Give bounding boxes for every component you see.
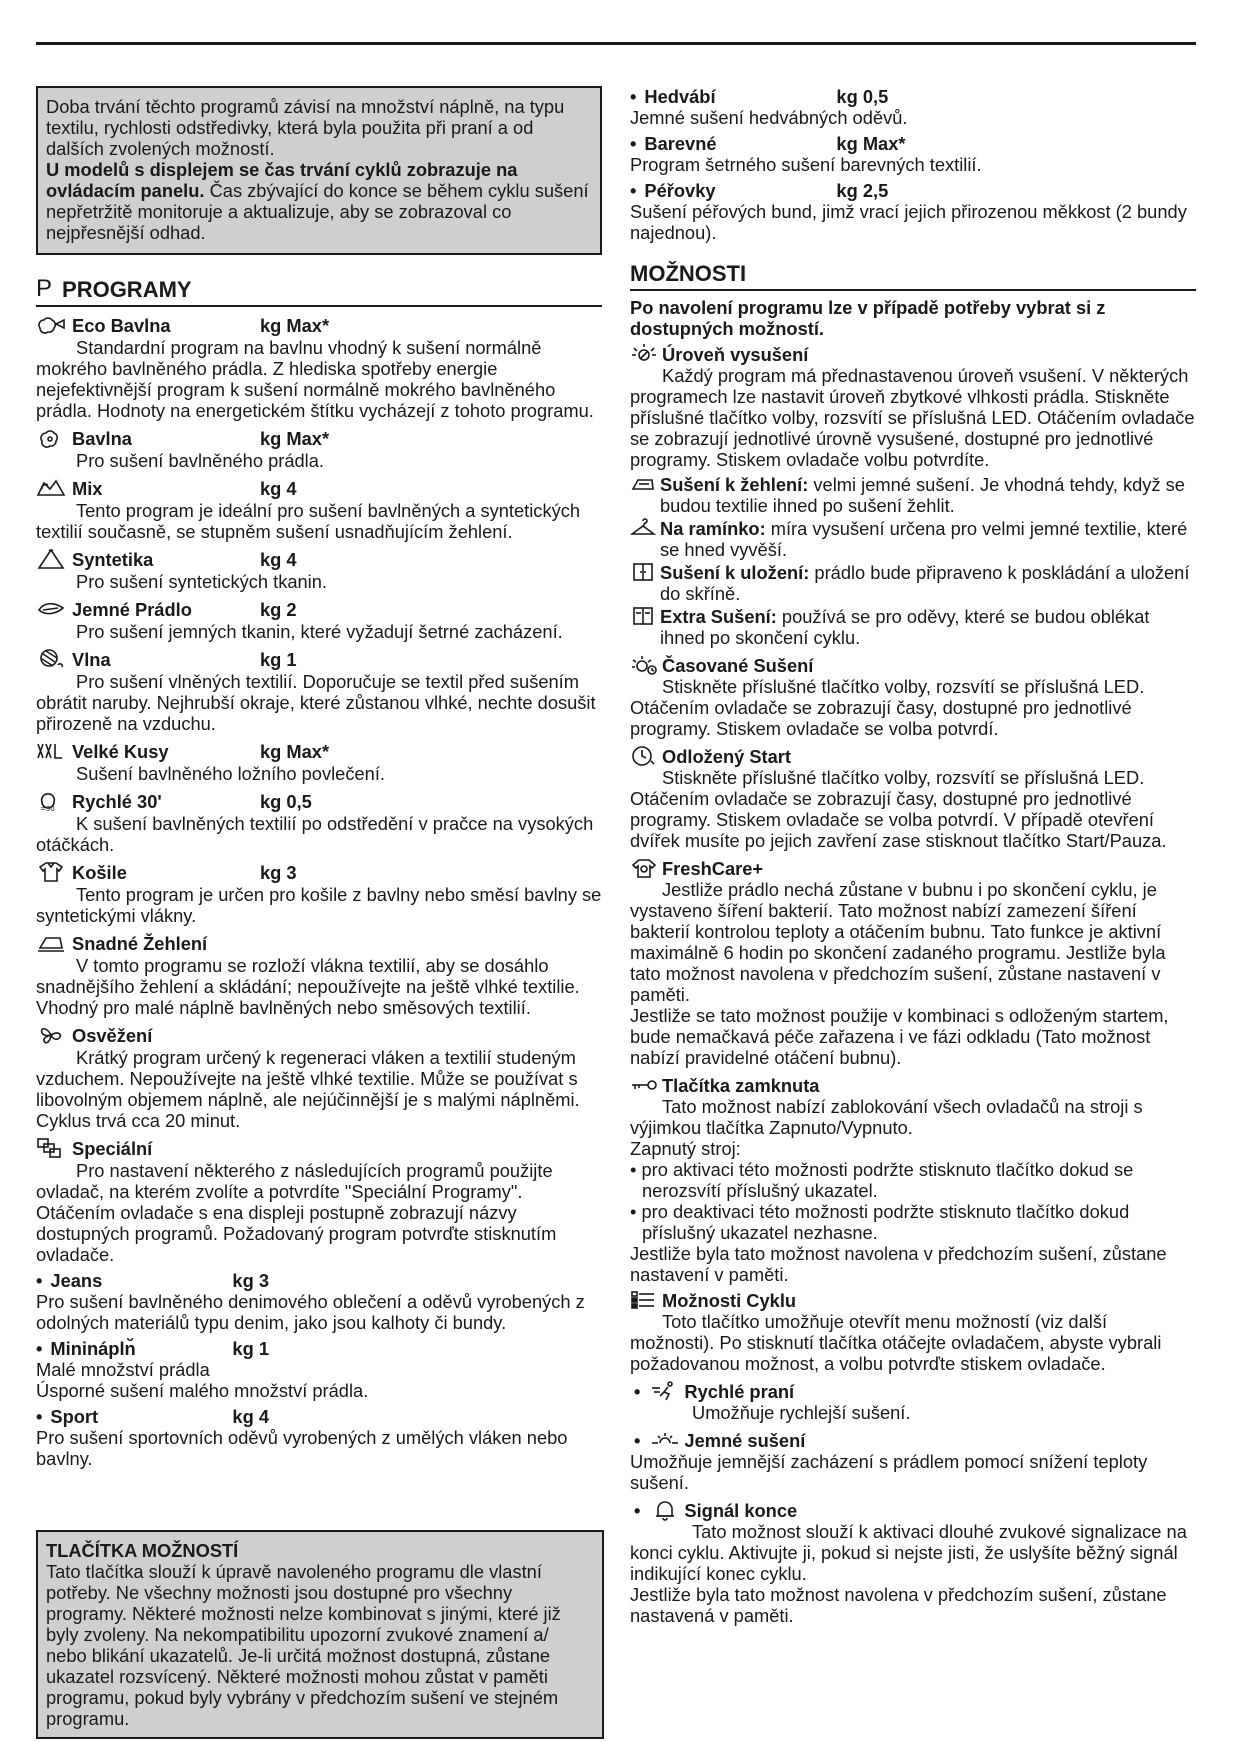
program-desc: Pro sušení bavlněného prádla. <box>76 450 324 471</box>
program-item <box>36 476 602 542</box>
cycle-options-icon <box>630 1289 662 1311</box>
cotton-icon <box>36 426 72 450</box>
duration-info-box <box>36 86 602 255</box>
program-desc: Sušení péřových bund, jimž vrací jejich přirozenou měkkost (2 bundy najednou). <box>630 201 1187 243</box>
top-rule <box>36 42 1196 45</box>
program-load: kg 4 <box>260 548 297 570</box>
key-lock-li2: • pro deaktivaci této možnosti podržte stisknuto tlačítko dokud příslušný ukazatel nezhasne. <box>630 1201 1130 1243</box>
dryness-level <box>630 562 1196 604</box>
dryness-level-label: Sušení k uložení: <box>660 562 810 583</box>
program-name: Košile <box>72 861 127 883</box>
refresh-icon <box>36 1023 72 1047</box>
quick-wash-icon <box>650 1380 684 1402</box>
quick-30-icon <box>36 789 72 813</box>
dryness-level <box>630 606 1196 648</box>
freshcare-icon <box>630 857 662 879</box>
gentle-drying-desc: Umožňuje jemnější zacházení s prádlem pomocí snížení teploty sušení. <box>630 1451 1148 1493</box>
special-program-item: • Barevné kg Max* Program šetrného sušení barevných textilií. <box>630 133 1196 175</box>
program-desc: Malé množství prádla Úsporné sušení malého množství prádla. <box>36 1359 369 1401</box>
quick-wash-title: Rychlé praní <box>684 1380 795 1402</box>
synthetics-icon <box>36 547 72 571</box>
program-load: kg Max* <box>260 314 330 336</box>
program-desc: V tomto programu se rozloží vlákna textilií, aby se dosáhlo snadnějšího žehlení a skládání; nepoužívejte na ještě vlhké textilie. Vhodný pro malé náplně bavlněných nebo směsových textilií. <box>36 955 580 1018</box>
special-program-item: • Mininápln̆ kg 1 Malé množství prádla Úsporné sušení malého množství prádla. <box>36 1338 602 1401</box>
program-name: Syntetika <box>72 548 154 570</box>
delay-start-desc: Stiskněte příslušné tlačítko volby, rozsvítí se příslušná LED. Otáčením ovladače se zobrazují časy, dostupné pro jednotlivé programy. Stiskem ovladače se volba potvrdí. V případě otevření dvířek musíte po jejich zavření zase stisknout tlačítko Start/Pauza. <box>630 767 1167 851</box>
program-load: kg Max* <box>260 740 330 762</box>
program-load: kg 2,5 <box>836 180 889 201</box>
program-desc: Sušení bavlněného ložního povlečení. <box>76 763 385 784</box>
program-item <box>36 597 602 642</box>
end-signal-desc: Tato možnost slouží k aktivaci dlouhé zvukové signalizace na konci cyklu. Aktivujte ji, pokud si nejste jisti, že uslyšíte běžný signál indikující konec cyklu. <box>630 1521 1187 1584</box>
key-lock-title: Tlačítka zamknuta <box>662 1074 820 1096</box>
special-program-list <box>36 1270 602 1469</box>
option-buttons-text: Tato tlačítka slouží k úpravě navoleného programu dle vlastní potřeby. Ne všechny možnosti jsou dostupné pro všechny programy. Některé možnosti nelze kombinovat s jinými, které již byly zvoleny. Na nekompatibilitu upozorní zvukové znamení a/ nebo blikání ukazatelů. Je-li určitá možnost dostupná, zůstane ukazatel rozsvícený. Některé možnosti mohou zůstat v paměti programu, pokud byly vybrány v předchozím sušení ve stejném programu. <box>46 1561 561 1729</box>
bell-icon <box>650 1499 684 1521</box>
shirt-icon <box>36 860 72 884</box>
cycle-options-desc: Toto tlačítko umožňuje otevřít menu možností (viz další možnosti). Po stisknutí tlačítka otáčejte ovladačem, abyste vybrali požadovanou možnost, a volbu potvrďte stiskem ovladače. <box>630 1311 1162 1374</box>
special-program-item: • Jeans kg 3 Pro sušení bavlněného denimového oblečení a oděvů vyrobených z odolných materiálů typu denim, jako jsou kalhoty či bundy. <box>36 1270 602 1333</box>
program-item <box>36 426 602 471</box>
program-desc: Pro sušení bavlněného denimového oblečení a oděvů vyrobených z odolných materiálů typu denim, jako jsou kalhoty či bundy. <box>36 1291 585 1333</box>
program-name: Barevné <box>644 133 717 154</box>
programs-heading <box>36 275 602 307</box>
hanger-icon <box>630 518 660 560</box>
program-item <box>36 789 602 855</box>
svg-text:=30: =30 <box>40 805 55 812</box>
program-item <box>36 739 602 784</box>
program-desc: Pro sušení vlněných textilií. Doporučuje se textil před sušením obrátit naruby. Nejhrubší okraje, které zůstanou vlhké, nechte dosušit přirozeně na vzduchu. <box>36 671 596 734</box>
cupboard-icon <box>630 562 660 604</box>
program-name: Jeans <box>50 1270 103 1291</box>
xxl-icon <box>36 739 72 763</box>
program-desc: Pro sušení jemných tkanin, které vyžadují šetrné zacházení. <box>76 621 563 642</box>
option-quick-wash: • Rychlé praní Umožňuje rychlejší sušení. <box>630 1380 1196 1423</box>
easy-iron-icon <box>36 931 72 955</box>
end-signal-p2: Jestliže byla tato možnost navolena v předchozím sušení, zůstane nastavená v paměti. <box>630 1584 1167 1626</box>
program-desc: Krátký program určený k regeneraci vláken a textilií studeným vzduchem. Nepoužívejte na ještě vlhké textilie. Může se používat s libovolným objemem náplně, ale nejúčinnější je s malými náplněmi. Cyklus trvá cca 20 minut. <box>36 1047 580 1131</box>
program-desc: Pro nastavení některého z následujících programů použijte ovladač, na kterém zvolíte a potvrdíte "Speciální Programy". Otáčením ovladače s ena displeji postupně zobrazují názvy dostupných programů. Požadovaný program potvrďte stisknutím ovladače. <box>36 1160 557 1265</box>
program-name: Velké Kusy <box>72 740 169 762</box>
option-timed-drying <box>630 654 1196 739</box>
program-item <box>36 1023 602 1131</box>
option-gentle-drying: • Jemné sušení Umožňuje jemnější zacházení s prádlem pomocí snížení teploty sušení. <box>630 1429 1196 1493</box>
info-bold: U modelů s displejem se čas trvání cyklů zobrazuje na ovládacím panelu. <box>46 159 518 201</box>
dryness-level-label: Na ramínko: <box>660 518 766 539</box>
dryness-level-label: Sušení k žehlení: <box>660 474 809 495</box>
info-text: Doba trvání těchto programů závisí na množství náplně, na typu textilu, rychlosti odstředivky, která byla použita při praní a od dalších zvolených možností. <box>46 96 565 159</box>
dryness-level-label: Extra Sušení: <box>660 606 777 627</box>
right-program-list <box>630 86 1196 243</box>
program-item <box>36 931 602 1018</box>
freshcare-title: FreshCare+ <box>662 857 764 879</box>
programs-icon: P <box>36 275 53 302</box>
timed-drying-title: Časované Sušení <box>662 654 814 676</box>
program-name: Snadné Žehlení <box>72 932 208 954</box>
special-program-item: • Hedvábí kg 0,5 Jemné sušení hedvábných oděvů. <box>630 86 1196 128</box>
option-delay-start <box>630 745 1196 851</box>
dryness-level-text: prádlo bude připraveno k poskládání a uložení do skříně. <box>660 562 1190 604</box>
option-buttons-title: TLAČÍTKA MOŽNOSTÍ <box>46 1540 239 1561</box>
program-desc: Tento program je ideální pro sušení bavlněných a syntetických textilií současně, se stupněm sušení usnadňujícím žehlení. <box>36 500 581 542</box>
program-name: Péřovky <box>644 180 716 201</box>
program-load: kg 2 <box>260 598 297 620</box>
program-item <box>36 547 602 592</box>
dryness-icon <box>630 343 662 365</box>
dryness-level-text: používá se pro oděvy, které se budou oblékat ihned po skončení cyklu. <box>660 606 1150 648</box>
end-signal-title: Signál konce <box>684 1499 798 1521</box>
program-load: kg 1 <box>232 1338 269 1359</box>
program-desc: Program šetrného sušení barevných textilií. <box>630 154 982 175</box>
delay-start-title: Odložený Start <box>662 745 792 767</box>
key-lock-li1: • pro aktivaci této možnosti podržte stisknuto tlačítko dokud se nerozsvítí příslušný ukazatel. <box>630 1159 1134 1201</box>
option-end-signal: • Signál konce Tato možnost slouží k aktivaci dlouhé zvukové signalizace na konci cyklu. Aktivujte ji, pokud si nejste jisti, že uslyšíte běžný signál indikující konec cyklu. Jestliže byla tato možnost navolena v předchozím sušení, zůstane nastavená v paměti. <box>630 1499 1196 1626</box>
program-load: kg Max* <box>836 133 906 154</box>
option-buttons-box <box>36 1530 604 1739</box>
program-list <box>36 313 602 1265</box>
option-freshcare <box>630 857 1196 1068</box>
special-program-item: • Sport kg 4 Pro sušení sportovních oděvů vyrobených z umělých vláken nebo bavlny. <box>36 1406 602 1469</box>
program-desc: Tento program je určen pro košile z bavlny nebo směsí bavlny se syntetickými vlákny. <box>36 884 602 926</box>
option-dryness <box>630 343 1196 470</box>
program-item <box>36 313 602 421</box>
dryness-level <box>630 474 1196 516</box>
wool-icon <box>36 647 72 671</box>
program-item <box>36 1136 602 1265</box>
dryness-levels <box>630 474 1196 648</box>
dryness-level-text: míra vysušení určena pro velmi jemné textilie, které se hned vyvěší. <box>660 518 1188 560</box>
program-desc: Jemné sušení hedvábných oděvů. <box>630 107 908 128</box>
dryness-title: Úroveň vysušení <box>662 343 809 365</box>
gentle-drying-title: Jemné sušení <box>684 1429 806 1451</box>
special-icon <box>36 1136 72 1160</box>
program-name: Eco Bavlna <box>72 314 171 336</box>
eco-cotton-icon <box>36 313 72 337</box>
dryness-level-text: velmi jemné sušení. Je vhodná tehdy, když se budou textilie ihned po sušení žehlit. <box>660 474 1185 516</box>
option-key-lock <box>630 1074 1196 1285</box>
program-load: kg 1 <box>260 648 297 670</box>
options-intro: Po navolení programu lze v případě potřeby vybrat si z dostupných možností. <box>630 297 1106 339</box>
right-column <box>630 86 1196 1626</box>
freshcare-desc-2: Jestliže se tato možnost použije v kombinaci s odloženým startem, bude nemačkavá péče zařazena i ve fázi odkladu (Tato možnost nabízí pravidelné otáčení bubnu). <box>630 1005 1169 1068</box>
program-name: Speciální <box>72 1137 153 1159</box>
key-lock-icon <box>630 1074 662 1096</box>
extra-dry-icon <box>630 606 660 648</box>
program-name: Bavlna <box>72 427 132 449</box>
left-column <box>36 86 602 1474</box>
cycle-options-title: Možnosti Cyklu <box>662 1289 797 1311</box>
key-lock-desc: Tato možnost nabízí zablokování všech ovladačů na stroji s výjimkou tlačítka Zapnuto/Vypnuto. <box>630 1096 1143 1138</box>
gentle-drying-icon <box>650 1429 684 1451</box>
program-name: Hedvábí <box>644 86 716 107</box>
info-rest: Čas zbývající do konce se během cyklu sušení nepřetržitě monitoruje a aktualizuje, aby se zobrazoval co nejpřesnější odhad. <box>46 180 589 243</box>
program-desc: Pro sušení sportovních oděvů vyrobených z umělých vláken nebo bavlny. <box>36 1427 568 1469</box>
dryness-desc: Každý program má přednastavenou úroveň vsušení. V některých programech lze nastavit úroveň zbytkové vlhkosti prádla. Stiskněte příslušné tlačítko volby, rozsvítí se příslušná LED. Otáčením ovladače se zobrazují jednotlivé úrovně vysušené, dostupné pro jednotlivé programy. Stiskem ovladače volbu potvrdíte. <box>630 365 1195 470</box>
program-desc: K sušení bavlněných textilií po odstředění v pračce na vysokých otáčkách. <box>36 813 594 855</box>
program-load: kg 4 <box>260 477 297 499</box>
program-name: Mininápln̆ <box>50 1338 136 1359</box>
program-load: kg 3 <box>260 861 297 883</box>
program-desc: Pro sušení syntetických tkanin. <box>76 571 327 592</box>
program-load: kg Max* <box>260 427 330 449</box>
program-name: Mix <box>72 477 103 499</box>
iron-dry-icon <box>630 474 660 516</box>
program-name: Jemné Prádlo <box>72 598 192 620</box>
program-item <box>36 860 602 926</box>
freshcare-desc: Jestliže prádlo nechá zůstane v bubnu i po skončení cyklu, je vystaveno šíření bakterií. Tato možnost nabízí zamezení šíření bakterií kontrolou teploty a otáčením bubnu. Tato funkce je aktivní maximálně 6 hodin po skončení zadaného programu. Jestliže byla tato možnost navolena v předchozím sušení, zůstane nastavení v paměti. <box>630 879 1166 1005</box>
special-program-item: • Péřovky kg 2,5 Sušení péřových bund, jimž vrací jejich přirozenou měkkost (2 bundy najednou). <box>630 180 1196 243</box>
timed-drying-desc: Stiskněte příslušné tlačítko volby, rozsvítí se příslušná LED. Otáčením ovladače se zobrazují časy, dostupné pro jednotlivé programy. Stiskem ovladače se volba potvrdí. <box>630 676 1145 739</box>
program-load: kg 3 <box>232 1270 269 1291</box>
program-item <box>36 647 602 734</box>
options-title: MOŽNOSTI <box>630 261 747 286</box>
mix-icon <box>36 476 72 500</box>
timed-drying-icon <box>630 654 662 676</box>
quick-wash-desc: Umožňuje rychlejší sušení. <box>692 1402 911 1423</box>
option-cycle-options <box>630 1289 1196 1374</box>
program-name: Osvěžení <box>72 1024 153 1046</box>
program-name: Vlna <box>72 648 111 670</box>
program-load: kg 0,5 <box>836 86 889 107</box>
program-desc: Standardní program na bavlnu vhodný k sušení normálně mokrého bavlněného prádla. Z hlediska spotřeby energie nejefektivnější program k sušení normálně mokrého bavlněného prádla. Hodnoty na energetickém štítku vycházejí z tohoto programu. <box>36 337 594 421</box>
program-load: kg 4 <box>232 1406 269 1427</box>
delay-start-icon <box>630 745 662 767</box>
programs-title: PROGRAMY <box>62 277 192 302</box>
key-lock-p3: Jestliže byla tato možnost navolena v předchozím sušení, zůstane nastavení v paměti. <box>630 1243 1167 1285</box>
dryness-level <box>630 518 1196 560</box>
program-load: kg 0,5 <box>260 790 312 812</box>
key-lock-p2: Zapnutý stroj: <box>630 1138 741 1159</box>
program-name: Rychlé 30' <box>72 790 162 812</box>
program-name: Sport <box>50 1406 99 1427</box>
delicates-icon <box>36 597 72 621</box>
options-heading <box>630 261 1196 291</box>
